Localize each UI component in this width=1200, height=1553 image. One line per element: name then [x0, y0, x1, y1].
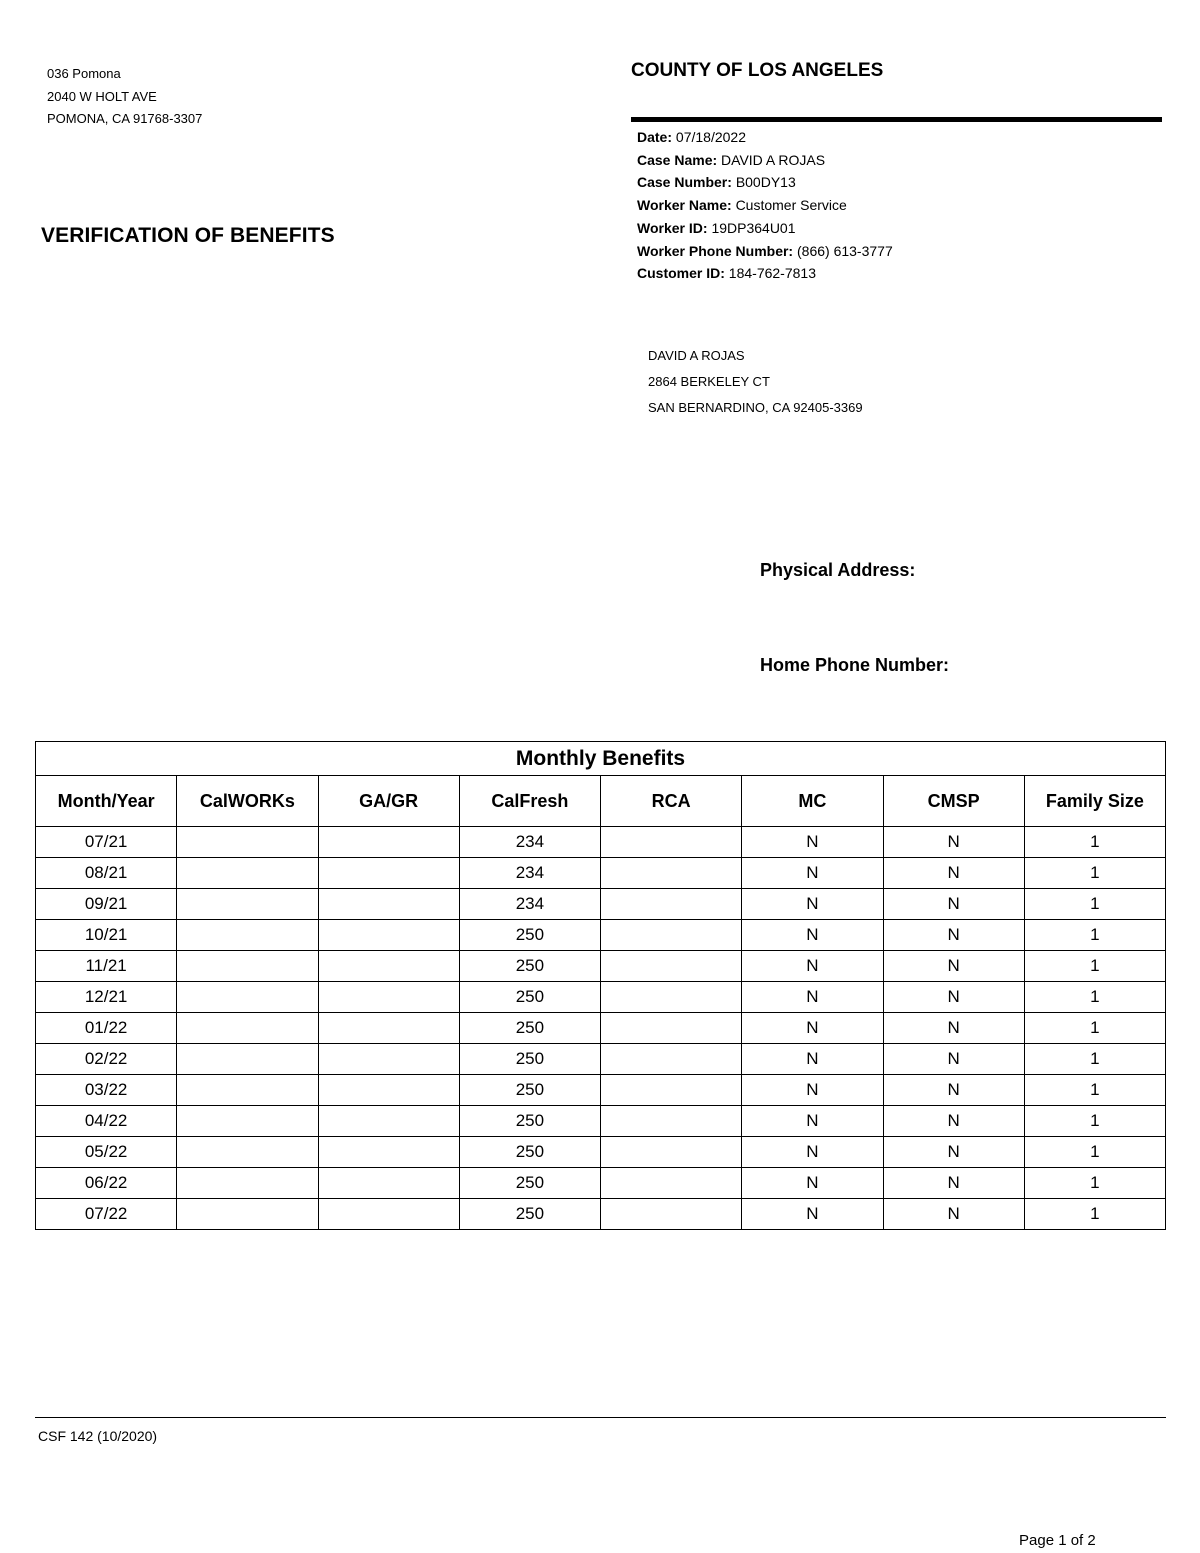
office-street: 2040 W HOLT AVE — [47, 88, 157, 104]
table-cell: 250 — [459, 1168, 600, 1199]
table-cell — [318, 889, 459, 920]
table-cell — [177, 889, 318, 920]
table-cell: N — [883, 1044, 1024, 1075]
header-rule — [631, 117, 1162, 122]
table-cell: N — [883, 889, 1024, 920]
table-cell: 12/21 — [36, 982, 177, 1013]
table-cell: 07/21 — [36, 827, 177, 858]
table-row — [36, 1075, 1166, 1106]
table-cell — [177, 1075, 318, 1106]
table-cell: 1 — [1024, 951, 1165, 982]
case-name-row — [637, 149, 893, 172]
table-cell: N — [742, 1106, 883, 1137]
document-title: VERIFICATION OF BENEFITS — [41, 224, 335, 247]
table-cell: 07/22 — [36, 1199, 177, 1230]
column-header: MC — [742, 776, 883, 827]
table-cell: N — [742, 1137, 883, 1168]
home-phone-label: Home Phone Number: — [760, 655, 950, 675]
table-cell — [318, 858, 459, 889]
table-cell: N — [742, 1199, 883, 1230]
table-row — [36, 951, 1166, 982]
table-cell — [318, 1075, 459, 1106]
table-cell: 234 — [459, 858, 600, 889]
monthly-benefits-table — [35, 741, 1166, 1230]
table-cell: N — [883, 1106, 1024, 1137]
table-cell: 09/21 — [36, 889, 177, 920]
table-cell — [177, 1013, 318, 1044]
recipient-city: SAN BERNARDINO, CA 92405-3369 — [648, 400, 863, 415]
table-cell: N — [883, 1137, 1024, 1168]
table-header-row — [36, 776, 1166, 827]
column-header: RCA — [601, 776, 742, 827]
case-name-label: Case Name: — [637, 151, 718, 168]
column-header: Month/Year — [36, 776, 177, 827]
worker-phone-value: (866) 613-3777 — [797, 242, 893, 259]
office-city: POMONA, CA 91768-3307 — [47, 111, 203, 126]
form-id: CSF 142 (10/2020) — [38, 1428, 158, 1444]
table-cell: 02/22 — [36, 1044, 177, 1075]
table-cell — [601, 1075, 742, 1106]
recipient-street: 2864 BERKELEY CT — [648, 374, 770, 389]
table-cell: 1 — [1024, 858, 1165, 889]
table-cell: N — [883, 1075, 1024, 1106]
table-cell: N — [742, 889, 883, 920]
table-cell: 1 — [1024, 1199, 1165, 1230]
table-cell — [318, 1013, 459, 1044]
table-cell: 10/21 — [36, 920, 177, 951]
table-row — [36, 1137, 1166, 1168]
recipient-name: DAVID A ROJAS — [648, 348, 745, 363]
table-cell — [601, 1013, 742, 1044]
table-cell: N — [883, 858, 1024, 889]
table-cell — [177, 858, 318, 889]
case-name-value: DAVID A ROJAS — [721, 151, 826, 168]
customer-id-row — [637, 262, 893, 285]
column-header: GA/GR — [318, 776, 459, 827]
table-cell — [177, 1168, 318, 1199]
page-number: Page 1 of 2 — [1019, 1532, 1096, 1549]
table-row — [36, 858, 1166, 889]
table-row — [36, 920, 1166, 951]
table-cell: 250 — [459, 1199, 600, 1230]
office-name: 036 Pomona — [47, 66, 121, 81]
table-row — [36, 827, 1166, 858]
table-cell — [601, 1106, 742, 1137]
table-cell: N — [883, 1013, 1024, 1044]
table-cell — [177, 920, 318, 951]
recipient-address — [648, 343, 863, 421]
worker-phone-row — [637, 240, 893, 263]
table-cell: N — [742, 920, 883, 951]
date-value: 07/18/2022 — [675, 129, 746, 145]
table-cell: 1 — [1024, 1168, 1165, 1199]
table-cell — [601, 1137, 742, 1168]
table-caption-row — [36, 742, 1166, 776]
table-cell: 234 — [459, 889, 600, 920]
table-cell — [177, 827, 318, 858]
table-cell — [318, 1044, 459, 1075]
table-cell: 1 — [1024, 1106, 1165, 1137]
worker-id-label: Worker ID: — [637, 219, 708, 236]
table-row — [36, 982, 1166, 1013]
table-cell — [318, 920, 459, 951]
table-cell: 11/21 — [36, 951, 177, 982]
table-cell: N — [742, 951, 883, 982]
table-cell — [318, 951, 459, 982]
table-cell: 250 — [459, 920, 600, 951]
customer-id-label: Customer ID: — [637, 265, 725, 282]
table-cell: 03/22 — [36, 1075, 177, 1106]
county-heading: COUNTY OF LOS ANGELES — [631, 60, 884, 81]
table-cell: 250 — [459, 1137, 600, 1168]
table-cell: 1 — [1024, 982, 1165, 1013]
table-cell: 1 — [1024, 1044, 1165, 1075]
date-label: Date: — [637, 129, 673, 145]
table-cell: 01/22 — [36, 1013, 177, 1044]
table-cell: N — [742, 1168, 883, 1199]
table-row — [36, 1044, 1166, 1075]
table-cell — [318, 1168, 459, 1199]
table-row — [36, 1168, 1166, 1199]
customer-id-value: 184-762-7813 — [728, 265, 816, 282]
worker-name-label: Worker Name: — [637, 197, 732, 214]
table-caption: Monthly Benefits — [36, 742, 1166, 776]
table-body — [36, 827, 1166, 1230]
worker-name-row — [637, 194, 893, 217]
table-cell — [177, 1044, 318, 1075]
table-row — [36, 889, 1166, 920]
table-cell: 250 — [459, 982, 600, 1013]
table-cell: N — [742, 1075, 883, 1106]
table-cell — [601, 1168, 742, 1199]
column-header: Family Size — [1024, 776, 1165, 827]
table-cell — [601, 951, 742, 982]
table-cell: N — [742, 982, 883, 1013]
table-cell: 250 — [459, 951, 600, 982]
table-cell — [318, 827, 459, 858]
table-cell: N — [742, 858, 883, 889]
office-address — [47, 63, 202, 131]
table-cell: 250 — [459, 1075, 600, 1106]
table-cell: 04/22 — [36, 1106, 177, 1137]
table-row — [36, 1106, 1166, 1137]
table-cell — [177, 951, 318, 982]
column-header: CMSP — [883, 776, 1024, 827]
column-header: CalFresh — [459, 776, 600, 827]
table-cell — [318, 1106, 459, 1137]
table-cell — [318, 1199, 459, 1230]
table-cell: 250 — [459, 1106, 600, 1137]
table-cell: 250 — [459, 1044, 600, 1075]
table-row — [36, 1013, 1166, 1044]
column-header: CalWORKs — [177, 776, 318, 827]
table-cell — [601, 858, 742, 889]
table-cell — [601, 920, 742, 951]
table-cell: 1 — [1024, 1075, 1165, 1106]
table-cell — [601, 982, 742, 1013]
worker-id-row — [637, 217, 893, 240]
table-cell: N — [742, 1013, 883, 1044]
table-cell: 1 — [1024, 1013, 1165, 1044]
table-cell: N — [883, 920, 1024, 951]
table-cell — [177, 1199, 318, 1230]
table-cell: N — [883, 827, 1024, 858]
case-info — [637, 126, 893, 285]
table-cell: N — [883, 951, 1024, 982]
table-cell — [601, 1044, 742, 1075]
table-cell: N — [883, 1199, 1024, 1230]
date-row — [637, 126, 893, 149]
case-number-row — [637, 171, 893, 194]
footer-rule — [35, 1417, 1166, 1418]
table-cell — [601, 827, 742, 858]
table-cell — [177, 982, 318, 1013]
table-cell: 234 — [459, 827, 600, 858]
table-cell — [601, 1199, 742, 1230]
case-number-value: B00DY13 — [735, 174, 796, 191]
table-cell: 06/22 — [36, 1168, 177, 1199]
worker-name-value: Customer Service — [735, 197, 847, 214]
table-cell: N — [883, 982, 1024, 1013]
table-cell: N — [742, 1044, 883, 1075]
table-cell — [177, 1106, 318, 1137]
physical-address-label: Physical Address: — [760, 560, 916, 580]
table-cell — [177, 1137, 318, 1168]
table-cell: 1 — [1024, 920, 1165, 951]
table-row — [36, 1199, 1166, 1230]
table-cell: 1 — [1024, 1137, 1165, 1168]
table-cell — [318, 1137, 459, 1168]
worker-id-value: 19DP364U01 — [711, 219, 796, 236]
worker-phone-label: Worker Phone Number: — [637, 242, 794, 259]
table-cell: 1 — [1024, 827, 1165, 858]
table-cell — [601, 889, 742, 920]
table-cell: 08/21 — [36, 858, 177, 889]
table-cell: N — [883, 1168, 1024, 1199]
table-cell: 05/22 — [36, 1137, 177, 1168]
table-cell: N — [742, 827, 883, 858]
table-cell — [318, 982, 459, 1013]
table-cell: 1 — [1024, 889, 1165, 920]
table-cell: 250 — [459, 1013, 600, 1044]
case-number-label: Case Number: — [637, 174, 732, 191]
